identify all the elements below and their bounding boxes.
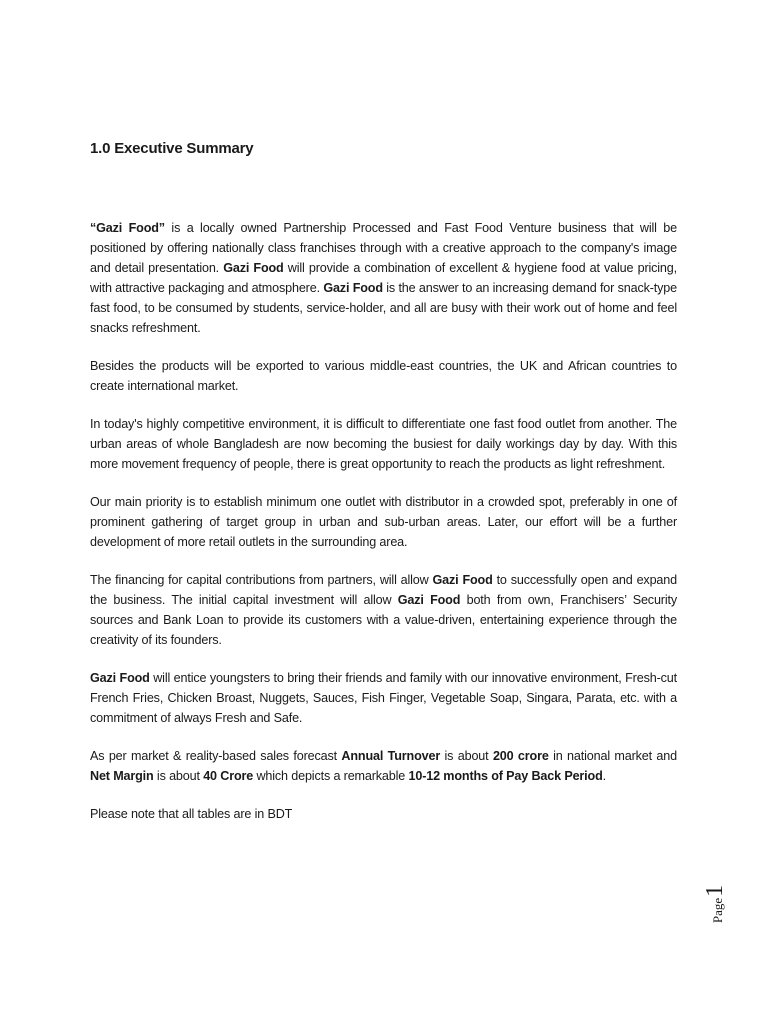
brand-name: Gazi Food <box>397 593 461 607</box>
page-number-value: 1 <box>702 884 728 897</box>
brand-name: Gazi Food <box>432 573 493 587</box>
paragraph-export: Besides the products will be exported to various middle-east countries, the UK and African countries to create international market. <box>90 359 677 393</box>
paragraph-currency-note: Please note that all tables are in BDT <box>90 807 293 821</box>
paragraph-forecast: As per market & reality-based sales forecast Annual Turnover is about 200 crore in national market and Net Margin is about 40 Crore which depicts a remarkable 10-12 months of Pay Back Period. <box>90 749 677 783</box>
net-margin-label: Net Margin <box>90 769 154 783</box>
paragraph-environment: In today's highly competitive environment, it is difficult to differentiate one fast food outlet from another. The urban areas of whole Bangladesh are now becoming the busiest for daily workings day by day. With this more movement frequency of people, there is great opportunity to reach the products as light refreshment. <box>90 417 677 471</box>
paragraph-intro: “Gazi Food” is a locally owned Partnership Processed and Fast Food Venture business that will be positioned by offering nationally class franchises through with a creative approach to the company's image and detail presentation. Gazi Food will provide a combination of excellent & hygiene food at value pricing, with attractive packaging and atmosphere. Gazi Food is the answer to an increasing demand for snack-type fast food, to be consumed by students, service-holder, and all are busy with their work out of home and feel snacks refreshment. <box>90 221 677 335</box>
annual-turnover-value: 200 crore <box>492 749 549 763</box>
paragraph-menu: Gazi Food will entice youngsters to bring their friends and family with our innovative environment, Fresh-cut French Fries, Chicken Broast, Nuggets, Sauces, Fish Finger, Vegetable Soap, Singara, Parata, etc. with a commitment of always Fresh and Safe. <box>90 671 677 725</box>
brand-name: Gazi Food <box>223 261 284 275</box>
net-margin-value: 40 Crore <box>203 769 254 783</box>
payback-period: 10-12 months of Pay Back Period <box>408 769 603 783</box>
section-heading: 1.0 Executive Summary <box>90 140 254 157</box>
brand-name: “Gazi Food” <box>90 221 165 235</box>
paragraph-financing: The financing for capital contributions from partners, will allow Gazi Food to successfully open and expand the business. The initial capital investment will allow Gazi Food both from own, Franchisers’ Security sources and Bank Loan to provide its customers with a value-driven, entertaining experience through the creativity of its founders. <box>90 573 677 647</box>
paragraph-priority: Our main priority is to establish minimum one outlet with distributor in a crowded spot, preferably in one of prominent gathering of target group in urban and sub-urban areas. Later, our effort will be a further development of more retail outlets in the surrounding area. <box>90 495 677 549</box>
annual-turnover-label: Annual Turnover <box>341 749 441 763</box>
page-number <box>702 880 750 928</box>
brand-name: Gazi Food <box>323 281 383 295</box>
brand-name: Gazi Food <box>90 671 150 685</box>
page-label: Page <box>710 897 725 924</box>
document-body <box>90 218 677 824</box>
